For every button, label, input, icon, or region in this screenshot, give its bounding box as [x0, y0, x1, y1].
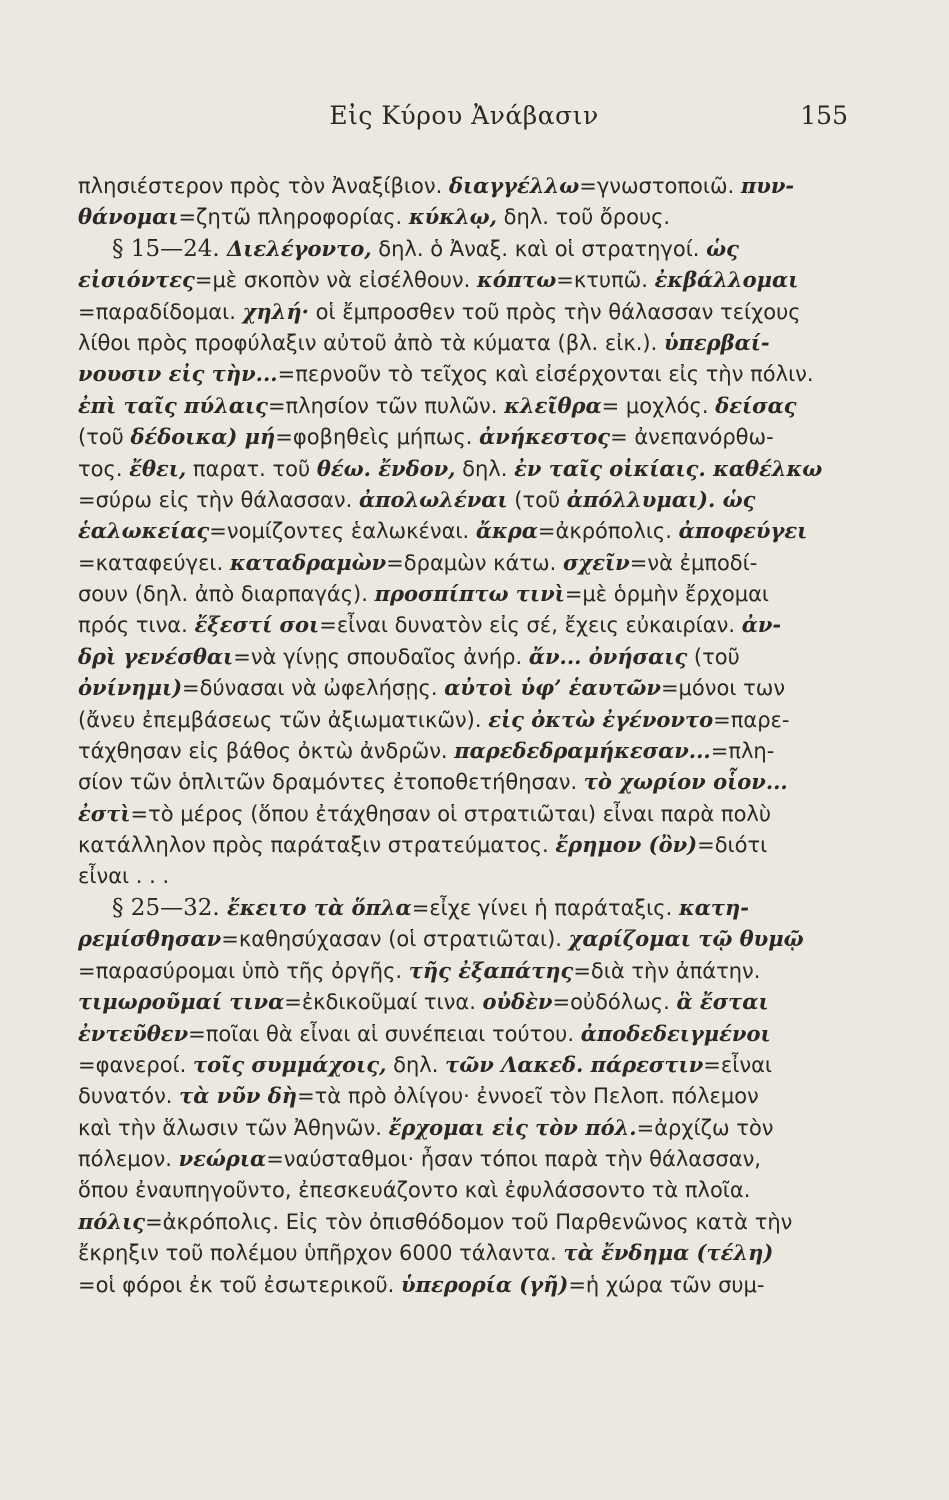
headword: χηλή·	[242, 298, 309, 324]
headword: δείσας	[715, 392, 797, 418]
gloss-text: =τὸ μέρος (ὅπου ἐτάχθησαν οἱ στρατιῶται) εἶναι παρὰ πολὺ	[130, 801, 772, 826]
gloss-text: δηλ. τοῦ ὄρους.	[496, 205, 671, 230]
gloss-text: εἶναι . . .	[78, 863, 170, 888]
headword: τῶν Λακεδ. πάρεστιν	[445, 1051, 704, 1077]
headword: ἄκρα	[475, 518, 538, 544]
headword: χαρίζομαι τῷ θυμῷ	[568, 926, 804, 952]
headword: ἔρχομαι εἰς τὸν πόλ.	[388, 1114, 637, 1140]
headword: κλεῖθρα	[504, 392, 602, 418]
headword: νεώρια	[178, 1146, 267, 1172]
headword: δέδοικα) μή	[130, 424, 276, 450]
headword: ἐκβάλλομαι	[654, 267, 799, 293]
headword: ἐπὶ ταῖς πύλαις	[78, 392, 268, 418]
headword: πόλις	[78, 1208, 146, 1234]
gloss-text: =ἡ χώρα τῶν συμ-	[568, 1272, 765, 1297]
gloss-text: =μὲ ὁρμὴν ἔρχομαι	[564, 582, 770, 607]
headword: ἀπόλλυμαι). ὡς	[566, 486, 756, 512]
gloss-text: =ἀκρόπολις.	[537, 519, 679, 544]
text-line	[78, 1237, 838, 1268]
headword: ἄν... ὀνήσαις	[528, 643, 688, 669]
gloss-text: = μοχλός.	[601, 393, 716, 418]
text-line	[78, 1206, 838, 1237]
text-line	[78, 1018, 838, 1049]
gloss-text: =φανεροί.	[78, 1052, 194, 1077]
headword: καταδραμὼν	[229, 549, 387, 575]
headword: ἔρημον (ὂν)	[555, 832, 698, 858]
text-line	[78, 484, 838, 515]
headword: παρεδεδραμήκεσαν...	[454, 738, 711, 764]
headword: ρεμίσθησαν	[78, 926, 222, 952]
text-line	[78, 233, 838, 264]
text-line	[78, 986, 838, 1017]
gloss-text: πόλεμον.	[78, 1147, 179, 1172]
text-line	[78, 923, 838, 954]
gloss-text: =παρε-	[713, 707, 790, 732]
gloss-text: λίθοι πρὸς προφύλαξιν αὐτοῦ ἀπὸ τὰ κύματα (βλ. εἰκ.).	[78, 330, 664, 355]
gloss-text: ἔκρηξιν τοῦ πολέμου ὑπῆρχον 6000 τάλαντα.	[78, 1241, 564, 1266]
headword: ἀποδεδειγμένοι	[580, 1020, 771, 1046]
gloss-text: =φοβηθεὶς μήπως.	[275, 425, 480, 450]
text-line	[78, 327, 838, 358]
text-line	[78, 390, 838, 421]
gloss-text: =σύρω εἰς τὴν θάλασσαν.	[78, 487, 359, 512]
gloss-text: =κτυπῶ.	[556, 268, 655, 293]
gloss-text: =διότι	[697, 833, 768, 858]
gloss-text: =μὲ σκοπὸν νὰ εἰσέλθουν.	[194, 268, 477, 293]
text-line	[78, 892, 838, 923]
gloss-text: δηλ.	[455, 456, 515, 481]
gloss-text: =μόνοι των	[660, 676, 786, 701]
text-line	[78, 766, 838, 797]
page-number: 155	[800, 101, 848, 130]
gloss-text: δυνατόν.	[78, 1084, 180, 1109]
text-line	[78, 421, 838, 452]
text-line	[78, 1143, 838, 1174]
gloss-text: =διὰ τὴν ἀπάτην.	[573, 958, 761, 983]
headword: τὸ χωρίον οἷον...	[583, 769, 788, 795]
headword: αὐτοὶ ὑφ’ ἑαυτῶν	[444, 675, 661, 701]
running-title: Εἰς Κύρου Ἀνάβασιν	[329, 101, 599, 130]
gloss-text: =ναύσταθμοι· ἦσαν τόποι παρὰ τὴν θάλασσαν,	[266, 1147, 761, 1172]
text-line	[78, 1269, 838, 1300]
headword: κατη-	[678, 894, 749, 920]
headword: τιμωροῦμαί τινα	[78, 989, 285, 1015]
gloss-text: =οὐδόλως.	[552, 990, 677, 1015]
gloss-text: =ἐκδικοῦμαί τινα.	[284, 990, 483, 1015]
gloss-text: =τὰ πρὸ ὀλίγου· ἐννοεῖ τὸν Πελοπ. πόλεμον	[297, 1084, 759, 1109]
headword: ἐστὶ	[78, 800, 131, 826]
headword: εἰσιόντες	[78, 267, 195, 293]
text-line	[78, 515, 838, 546]
headword: δρὶ γενέσθαι	[78, 643, 234, 669]
gloss-text: =εἶναι δυνατὸν εἰς σέ, ἔχεις εὐκαιρίαν.	[319, 613, 742, 638]
gloss-text: δηλ.	[386, 1052, 446, 1077]
headword: Διελέγοντο,	[226, 235, 372, 261]
headword: θέω. ἔνδον,	[316, 455, 456, 481]
headword: ὑπερβαί-	[663, 329, 770, 355]
gloss-text: (τοῦ	[78, 425, 131, 450]
gloss-text: =παραδίδομαι.	[78, 299, 243, 324]
gloss-text: =πλη-	[710, 739, 775, 764]
gloss-text: κατάλληλον πρὸς παράταξιν στρατεύματος.	[78, 833, 556, 858]
headword: θάνομαι	[78, 204, 179, 230]
text-line	[78, 641, 838, 672]
text-line	[78, 453, 838, 484]
headword: τῆς ἐξαπάτης	[408, 957, 574, 983]
text-line	[78, 170, 838, 201]
gloss-text: οἱ ἔμπροσθεν τοῦ πρὸς τὴν θάλασσαν τείχους	[308, 299, 801, 324]
headword: κύκλῳ,	[408, 204, 497, 230]
text-line	[78, 672, 838, 703]
gloss-text: τος.	[78, 456, 130, 481]
gloss-text: =δύνασαι νὰ ὠφελήσῃς.	[182, 676, 445, 701]
text-line	[78, 1175, 838, 1206]
text-line	[78, 264, 838, 295]
gloss-text: πλησιέστερον πρὸς τὸν Ἀναξίβιον.	[78, 174, 449, 198]
text-line	[78, 1112, 838, 1143]
gloss-text: =περνοῦν τὸ τεῖχος καὶ εἰσέρχονται εἰς τὴν πόλιν.	[277, 362, 814, 387]
gloss-text: =νομίζοντες ἑαλωκέναι.	[209, 519, 476, 544]
gloss-text: καὶ τὴν ἅλωσιν τῶν Ἀθηνῶν.	[78, 1115, 389, 1140]
text-line	[78, 296, 838, 327]
headword: ὑπερορία (γῆ)	[401, 1271, 569, 1297]
gloss-text: δηλ. ὁ Ἀναξ. καὶ οἱ στρατηγοί.	[371, 236, 707, 261]
gloss-text: =νὰ γίνῃς σπουδαῖος ἀνήρ.	[233, 644, 529, 669]
headword: νουσιν εἰς τὴν...	[78, 361, 278, 387]
text-line	[78, 829, 838, 860]
headword: διαγγέλλω	[448, 173, 580, 198]
gloss-text: =δραμὼν κάτω.	[386, 550, 563, 575]
gloss-text: =νὰ ἐμποδί-	[629, 550, 758, 575]
gloss-text: παρατ. τοῦ	[186, 456, 317, 481]
headword: οὐδὲν	[482, 989, 553, 1015]
headword: ἐν ταῖς οἰκίαις. καθέλκω	[514, 455, 823, 481]
headword: ἃ ἔσται	[676, 989, 769, 1015]
gloss-text: = ἀνεπανόρθω-	[610, 425, 774, 450]
headword: πυν-	[740, 173, 795, 198]
gloss-text: =ἀκρόπολις. Εἰς τὸν ὀπισθόδομον τοῦ Παρθενῶνος κατὰ τὴν	[145, 1209, 793, 1234]
headword: ἑαλωκείας	[78, 518, 210, 544]
gloss-text: =πλησίον τῶν πυλῶν.	[267, 393, 505, 418]
text-line	[78, 955, 838, 986]
headword: σχεῖν	[562, 549, 630, 575]
gloss-text: =καθησύχασαν (οἱ στρατιῶται).	[221, 927, 569, 952]
gloss-text: σουν (δηλ. ἀπὸ διαρπαγάς).	[78, 582, 375, 607]
text-line	[78, 704, 838, 735]
headword: ἔθει,	[129, 455, 187, 481]
gloss-text: =παρασύρομαι ὑπὸ τῆς ὀργῆς.	[78, 958, 409, 983]
text-line	[78, 798, 838, 829]
gloss-text: τάχθησαν εἰς βάθος ὀκτὼ ἀνδρῶν.	[78, 739, 455, 764]
headword: ἔκειτο τὰ ὅπλα	[226, 894, 412, 920]
gloss-text: =εἶναι	[703, 1052, 773, 1077]
gloss-text: πρός τινα.	[78, 613, 195, 638]
headword: ἀν-	[741, 612, 782, 638]
gloss-text: =ζητῶ πληροφορίας.	[178, 205, 409, 230]
gloss-text: =ποῖαι θὰ εἶναι αἱ συνέπειαι τούτου.	[188, 1021, 581, 1046]
headword: τὰ νῦν δὴ	[179, 1083, 298, 1109]
text-line	[78, 861, 838, 892]
headword: κόπτω	[476, 267, 557, 293]
page-header	[78, 101, 850, 141]
headword: ὡς	[706, 235, 739, 261]
text-line	[78, 358, 838, 389]
headword: ὀνίνημι)	[78, 675, 183, 701]
text-line	[78, 1049, 838, 1080]
gloss-text: (τοῦ	[507, 487, 567, 512]
gloss-text: (τοῦ	[687, 644, 740, 669]
text-line	[78, 201, 838, 232]
text-line	[78, 578, 838, 609]
headword: ἐντεῦθεν	[78, 1020, 189, 1046]
headword: ἀνήκεστος	[479, 424, 611, 450]
headword: προσπίπτω τινὶ	[374, 581, 565, 607]
text-line	[78, 547, 838, 578]
section-marker: § 15—24.	[112, 235, 227, 262]
headword: τὰ ἔνδημα (τέλη)	[563, 1240, 774, 1266]
gloss-text: =εἶχε γίνει ἡ παράταξις.	[411, 895, 679, 920]
commentary-text	[78, 170, 838, 1300]
headword: εἰς ὀκτὼ ἐγένοντο	[488, 706, 714, 732]
headword: ἀπολωλέναι	[358, 486, 508, 512]
section-marker: § 25—32.	[112, 894, 227, 921]
gloss-text: =καταφεύγει.	[78, 550, 230, 575]
headword: ἀποφεύγει	[678, 518, 808, 544]
gloss-text: =γνωστοποιῶ.	[579, 174, 741, 198]
gloss-text: ὅπου ἐναυπηγοῦντο, ἐπεσκευάζοντο καὶ ἐφυλάσσοντο τὰ πλοῖα.	[78, 1177, 751, 1202]
text-line	[78, 609, 838, 640]
text-line	[78, 1080, 838, 1111]
gloss-text: (ἄνευ ἐπεμβάσεως τῶν ἀξιωματικῶν).	[78, 707, 489, 732]
gloss-text: σίον τῶν ὁπλιτῶν δραμόντες ἐτοποθετήθησαν.	[78, 770, 584, 795]
text-line	[78, 735, 838, 766]
headword: τοῖς συμμάχοις,	[193, 1051, 387, 1077]
gloss-text: =ἀρχίζω τὸν	[636, 1115, 774, 1140]
headword: ἔξεστί σοι	[194, 612, 320, 638]
gloss-text: =οἱ φόροι ἐκ τοῦ ἐσωτερικοῦ.	[78, 1272, 402, 1297]
